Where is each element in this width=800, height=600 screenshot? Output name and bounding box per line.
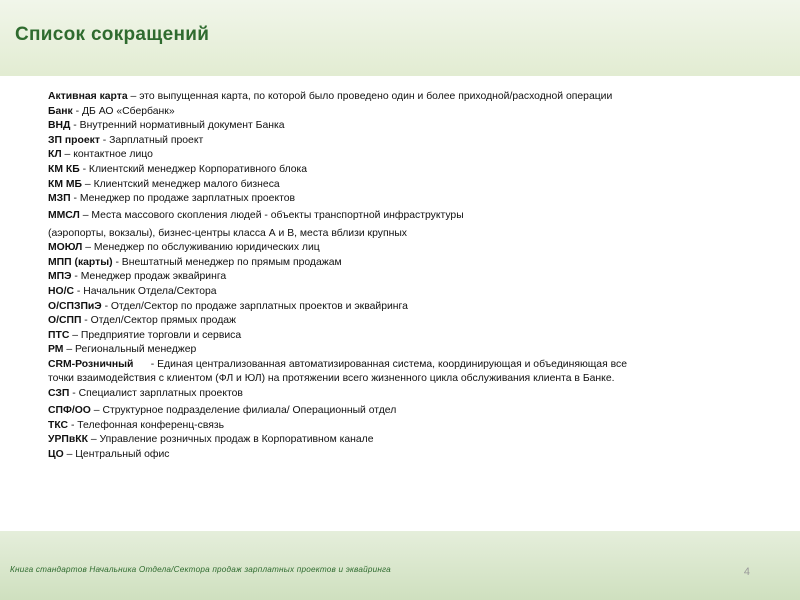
list-item [48,163,748,178]
abbreviation-term: СЗП [48,388,70,400]
abbreviation-term: ЦО [48,449,64,461]
abbreviation-definition: – Менеджер по обслуживанию юридических лиц [82,242,320,254]
abbreviation-definition: – Клиентский менеджер малого бизнеса [82,178,280,190]
abbreviation-definition: – Предприятие торговли и сервиса [69,329,242,341]
list-item [48,134,748,149]
list-item [48,404,748,419]
abbreviation-term: МОЮЛ [48,242,83,254]
abbreviation-term: УРПвКК [48,434,88,446]
abbreviation-term: Активная карта [48,91,128,102]
abbreviation-term: МПЭ [48,271,72,283]
list-item [48,433,748,448]
abbreviation-definition: - Внештатный менеджер по прямым продажам [112,256,342,268]
abbreviation-definition: - Менеджер по продаже зарплатных проектов [70,193,296,205]
list-item [48,285,748,300]
list-item [48,178,748,193]
abbreviation-term: ПТС [48,329,70,341]
list-item [48,329,748,344]
list-item [48,227,748,242]
abbreviation-term: МЗП [48,193,71,205]
abbreviation-term: CRM-Розничный [48,358,134,370]
list-item [48,148,748,163]
list-item [48,387,748,402]
abbreviation-definition: – Управление розничных продаж в Корпоративном канале [87,434,374,446]
abbreviation-term: МПП (карты) [48,256,113,268]
abbreviation-term: Банк [48,105,73,117]
abbreviation-term: ВНД [48,120,71,132]
abbreviation-term: НО/С [48,285,74,297]
abbreviation-definition: точки взаимодействия с клиентом (ФЛ и ЮЛ) на протяжении всего жизненного цикла обслуживания клиента в Банке. [48,373,615,385]
abbreviation-definition: - Менеджер продаж эквайринга [71,271,227,283]
abbreviation-definition: - ДБ АО «Сбербанк» [72,105,175,117]
list-item [48,314,748,329]
list-item [48,419,748,434]
abbreviation-term: РМ [48,344,64,356]
abbreviation-definition: - Отдел/Сектор по продаже зарплатных проектов и эквайринга [101,300,408,312]
abbreviation-term: ММСЛ [48,210,80,222]
abbreviation-definition: - Единая централизованная автоматизированная система, координирующая и объединяющая все [133,358,627,370]
abbreviation-definition: - Отдел/Сектор прямых продаж [81,315,236,327]
abbreviation-definition: – это выпущенная карта, по которой было проведено один и более приходной/расходной операции [127,91,613,102]
list-item [48,270,748,285]
list-item [48,358,748,373]
list-item [48,372,748,387]
abbreviation-definition: - Специалист зарплатных проектов [69,388,243,400]
abbreviation-definition: – Центральный офис [63,449,170,461]
abbreviation-term: СПФ/ОО [48,405,91,417]
abbreviation-definition: - Клиентский менеджер Корпоративного блока [79,163,308,175]
list-item [48,90,748,105]
list-item [48,241,748,256]
abbreviation-definition: - Начальник Отдела/Сектора [73,285,217,297]
abbreviation-term: О/СПЗПиЭ [48,300,102,312]
abbreviation-term: КМ МБ [48,178,83,190]
abbreviation-term: О/СПП [48,315,82,327]
abbreviation-definition: – контактное лицо [61,149,153,161]
list-item [48,119,748,134]
abbreviation-list [48,90,748,463]
list-item [48,343,748,358]
page-title: Список сокращений [15,24,210,45]
abbreviation-term: ЗП проект [48,134,100,146]
abbreviation-definition: – Места массового скопления людей - объекты транспортной инфраструктуры [79,210,464,222]
abbreviation-definition: - Внутренний нормативный документ Банка [70,120,285,132]
list-item [48,209,748,224]
abbreviation-term: КЛ [48,149,62,161]
abbreviation-definition: - Зарплатный проект [99,134,204,146]
page-number: 4 [743,566,750,578]
list-item [48,192,748,207]
list-item [48,448,748,463]
abbreviation-term: ТКС [48,419,69,431]
abbreviation-definition: – Структурное подразделение филиала/ Операционный отдел [90,405,397,417]
footer-band [0,531,800,600]
footer-text: Книга стандартов Начальника Отдела/Сектора продаж зарплатных проектов и эквайринга [10,565,391,574]
abbreviation-definition: (аэропорты, вокзалы), бизнес-центры класса А и В, места вблизи крупных [48,227,407,239]
list-item [48,256,748,271]
abbreviation-definition: – Региональный менеджер [63,344,197,356]
abbreviation-definition: - Телефонная конференц-связь [68,419,225,431]
abbreviation-term: КМ КБ [48,163,80,175]
list-item [48,300,748,315]
list-item [48,105,748,120]
